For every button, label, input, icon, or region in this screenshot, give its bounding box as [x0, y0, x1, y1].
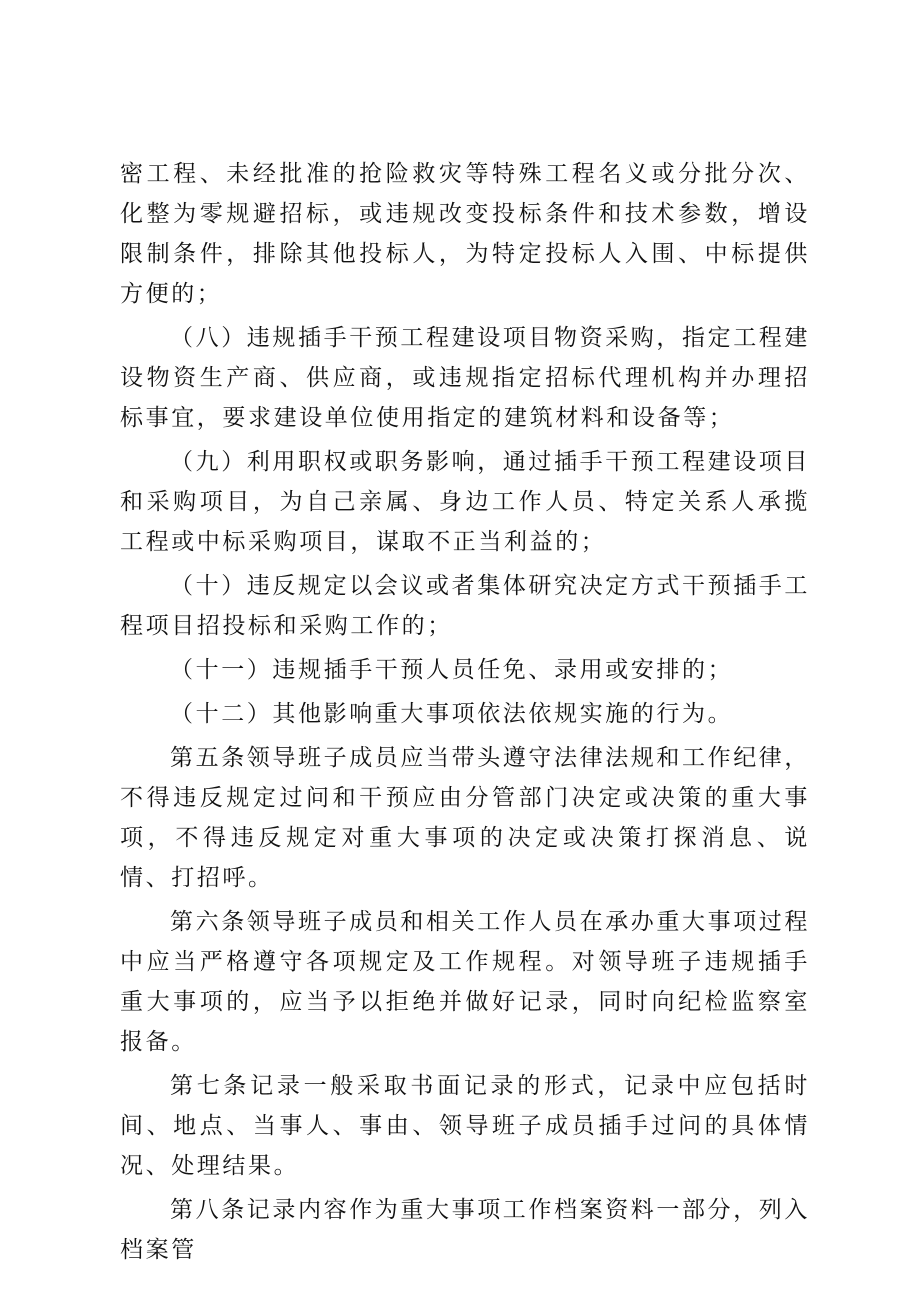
- paragraph-item-10: （十）违反规定以会议或者集体研究决定方式干预插手工程项目招投标和采购工作的；: [120, 573, 810, 639]
- paragraph-article-5: 第五条领导班子成员应当带头遵守法律法规和工作纪律，不得违反规定过问和干预应由分管部门决定或决策的重大事项，不得违反规定对重大事项的决定或决策打探消息、说情、打招呼。: [120, 745, 810, 891]
- document-body: [120, 154, 810, 1274]
- paragraph-continuation: 密工程、未经批准的抢险救灾等特殊工程名义或分批分次、化整为零规避招标，或违规改变投标条件和技术参数，增设限制条件，排除其他投标人，为特定投标人入围、中标提供方便的；: [120, 161, 810, 307]
- paragraph-article-8: 第八条记录内容作为重大事项工作档案资料一部分，列入档案管: [120, 1197, 810, 1263]
- paragraph-article-6: 第六条领导班子成员和相关工作人员在承办重大事项过程中应当严格遵守各项规定及工作规程。对领导班子违规插手重大事项的，应当予以拒绝并做好记录，同时向纪检监察室报备。: [120, 909, 810, 1055]
- paragraph-item-9: （九）利用职权或职务影响，通过插手干预工程建设项目和采购项目，为自己亲属、身边工作人员、特定关系人承揽工程或中标采购项目，谋取不正当利益的；: [120, 449, 810, 555]
- paragraph-item-8: （八）违规插手干预工程建设项目物资采购，指定工程建设物资生产商、供应商，或违规指定招标代理机构并办理招标事宜，要求建设单位使用指定的建筑材料和设备等；: [120, 325, 810, 431]
- paragraph-article-7: 第七条记录一般采取书面记录的形式，记录中应包括时间、地点、当事人、事由、领导班子成员插手过问的具体情况、处理结果。: [120, 1073, 810, 1179]
- paragraph-item-12: （十二）其他影响重大事项依法依规实施的行为。: [170, 701, 734, 727]
- paragraph-item-11: （十一）违规插手干预人员任免、录用或安排的；: [170, 657, 734, 683]
